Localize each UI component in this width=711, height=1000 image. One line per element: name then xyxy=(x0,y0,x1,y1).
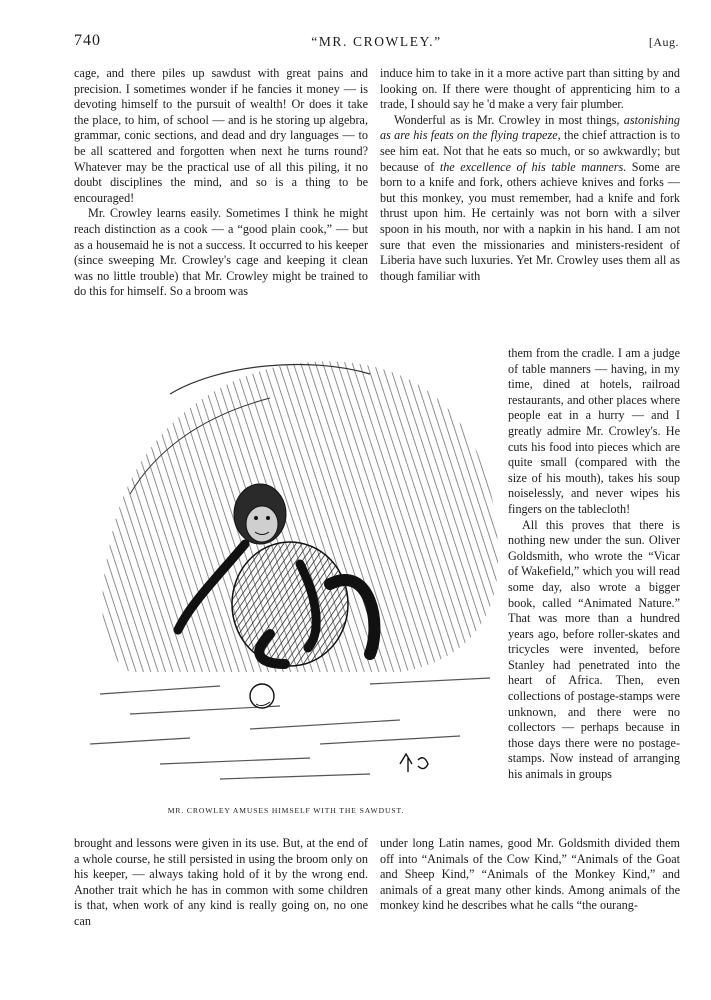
text-run: Wonderful as is Mr. Crowley in most things, xyxy=(394,112,624,127)
italic-run: the excellence of his table manners. xyxy=(439,159,627,174)
paragraph: cage, and there piles up sawdust with great pains and precision. I sometimes wonder if he fancies it money — is devoting himself to the pursuit of wealth! Or does it take the place, to him, of school — and is he storing up algebra, grammar, conic sections, and dead and dry languages — to be all scattered and forgotten when next he turns round? Whatever may be the practical use of all this piling, it no doubt disciplines the mind, and so is a thing to be encouraged! xyxy=(74,66,368,205)
paragraph: All this proves that there is nothing new under the sun. Oliver Goldsmith, who wrote the “Vicar of Wakefield,” which you will read some day, also wrote a bigger book, called “Animated Nature.” That was more than a hundred years ago, before roller-skates and tricycles were invented, before Stanley had penetrated into the heart of Africa. Then, even collections of postage-stamps were unknown, and there were no collectors — perhaps because in those days there were no postage-stamps. Now instead of arranging his animals in groups xyxy=(508,517,680,782)
illustration-figure xyxy=(70,334,502,820)
paragraph: them from the cradle. I am a judge of table manners — having, in my time, dined at hotels, railroad restaurants, and other places where people eat in a hurry — and I greatly admire Mr. Crowley's. He cuts his food into pieces which are quite small (compared with the size of his mouth), takes his soup noiselessly, and never wipes his fingers on the tablecloth! xyxy=(508,346,680,516)
running-title: “MR. CROWLEY.” xyxy=(311,34,442,49)
paragraph xyxy=(380,113,680,285)
right-column-narrow xyxy=(508,346,680,783)
paragraph: induce him to take in it a more active part than sitting by and looking on. If there were thought of apprenticing him to a trade, I should say he 'd make a very fair plumber. xyxy=(380,66,680,112)
paragraph: Mr. Crowley learns easily. Sometimes I think he might reach distinction as a cook — a “good plain cook,” — but as a housemaid he is not a success. It occurred to his keeper (since sweeping Mr. Crowley's cage and keeping it clean was no little trouble) that Mr. Crowley might be trained to do this for himself. So a broom was xyxy=(74,206,368,299)
text-run: Some are born to a knife and fork, others achieve knives and forks — but this monkey, you must remember, had a knife and fork thrust upon him. He certainly was not born with a silver spoon in his mouth, nor with a napkin in his hand. I am not sure that even the missionaries and ministers-resident of Liberia have such luxuries. Yet Mr. Crowley uses them all as though familiar with xyxy=(380,159,680,283)
right-column-top xyxy=(380,66,680,284)
page-number: 740 xyxy=(74,32,101,49)
right-column-bottom xyxy=(380,836,680,914)
issue-month: [Aug. xyxy=(648,35,679,49)
italic-run: astonishing as are his feats on the flying trapeze, xyxy=(380,112,680,143)
paragraph: under long Latin names, good Mr. Goldsmith divided them off into “Animals of the Cow Kind,” “Animals of the Goat and Sheep Kind,” “Animals of the Monkey Kind,” and animals of a great many other kinds. Among animals of the monkey kind he describes what he calls “the ourang- xyxy=(380,836,680,913)
paragraph: brought and lessons were given in its use. But, at the end of a whole course, he still persisted in using the broom only on his keeper, — always taking hold of it by the wrong end. Another trait which he has in common with some children is that, when work of any kind is really going on, no one can xyxy=(74,836,368,928)
monkey-illustration xyxy=(70,334,502,800)
running-header xyxy=(74,32,679,54)
left-column-top xyxy=(74,66,368,300)
ball xyxy=(250,684,274,708)
artist-signature xyxy=(400,754,428,772)
figure-caption: MR. CROWLEY AMUSES HIMSELF WITH THE SAWDUST. xyxy=(167,806,405,815)
left-column-bottom xyxy=(74,836,368,930)
text-run: the chief attraction is to see him eat. Not that he eats so much, or so awkwardly; but because of xyxy=(380,128,680,174)
